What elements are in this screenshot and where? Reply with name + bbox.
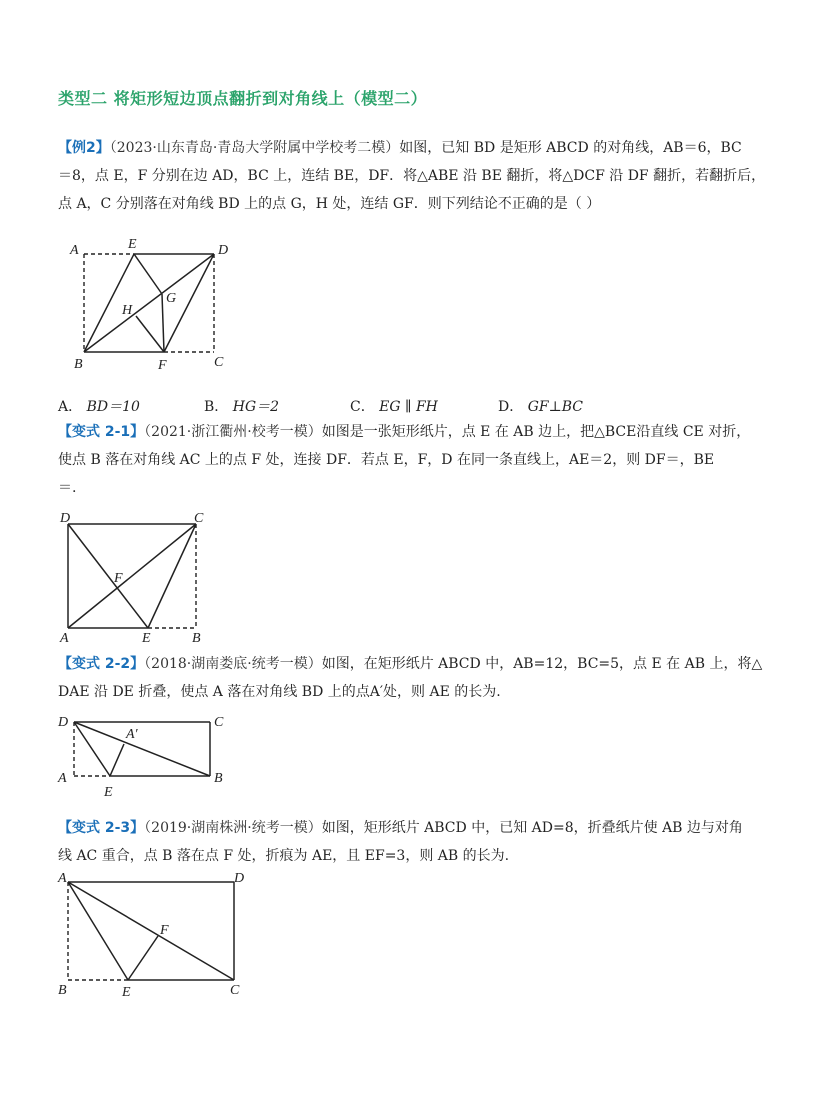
option-c-text: EG ∥ FH bbox=[379, 399, 438, 415]
v22-label-A: A bbox=[58, 771, 67, 786]
v22-label-C: C bbox=[214, 715, 224, 730]
option-d[interactable] bbox=[498, 396, 583, 416]
variant23-line1-text: 如图，矩形纸片 ABCD 中，已知 AD=8，折叠纸片使 AB 边与对角 bbox=[321, 820, 743, 836]
ex2-label-A: A bbox=[70, 243, 79, 258]
v21-diagonal-AC bbox=[68, 524, 196, 628]
ex2-label-F: F bbox=[158, 358, 167, 373]
variant22-figure bbox=[54, 710, 244, 802]
example2-line1 bbox=[58, 134, 770, 162]
option-a[interactable] bbox=[58, 396, 140, 416]
example2-line3: 点 A，C 分别落在对角线 BD 上的点 G，H 处，连结 GF．则下列结论不正确的是（ ） bbox=[58, 196, 601, 212]
v23-label-F: F bbox=[160, 923, 169, 938]
option-c-label: C． bbox=[350, 399, 375, 415]
v21-label-B: B bbox=[192, 631, 201, 646]
v23-label-A: A bbox=[58, 871, 67, 886]
option-c[interactable] bbox=[350, 396, 438, 416]
ex2-seg-GF bbox=[162, 294, 164, 352]
variant22-source: （2018·湖南娄底·统考一模） bbox=[144, 656, 322, 672]
v22-label-D: D bbox=[58, 715, 69, 730]
v21-label-E: E bbox=[142, 631, 151, 646]
v21-label-F: F bbox=[114, 571, 123, 586]
example2-text bbox=[58, 134, 770, 218]
variant23-text bbox=[58, 814, 770, 870]
variant21-text bbox=[58, 418, 770, 502]
v22-diagonal-DB bbox=[74, 722, 210, 776]
variant21-tag: 【变式 2-1】 bbox=[58, 424, 145, 440]
option-a-text: BD＝10 bbox=[86, 399, 140, 415]
option-b-text: HG＝2 bbox=[232, 399, 280, 415]
variant23-line2: 线 AC 重合，点 B 落在点 F 处，折痕为 AE，且 EF=3，则 AB 的长为. bbox=[58, 848, 510, 864]
v21-crease-CE bbox=[148, 524, 196, 628]
section-title: 类型二 将矩形短边顶点翻折到对角线上（模型二） bbox=[58, 89, 428, 108]
v21-line-DE bbox=[68, 524, 148, 628]
v23-label-D: D bbox=[234, 871, 245, 886]
v21-label-C: C bbox=[194, 511, 204, 526]
v22-label-A-prime: A′ bbox=[126, 727, 138, 742]
v22-crease-DE bbox=[74, 722, 110, 776]
ex2-label-B: B bbox=[74, 357, 83, 372]
option-b[interactable] bbox=[204, 396, 279, 416]
ex2-seg-EG bbox=[134, 254, 162, 294]
v23-crease-AE bbox=[68, 882, 128, 980]
v23-label-B: B bbox=[58, 983, 67, 998]
ex2-label-G: G bbox=[166, 291, 177, 306]
example2-line2: ＝8，点 E，F 分别在边 AD，BC 上，连结 BE，DF．将△ABE 沿 BE 翻折，将△DCF 沿 DF 翻折，若翻折后， bbox=[58, 168, 766, 184]
option-d-label: D． bbox=[498, 399, 524, 415]
option-a-label: A． bbox=[58, 399, 83, 415]
ex2-label-D: D bbox=[218, 243, 229, 258]
v23-label-C: C bbox=[230, 983, 240, 998]
example2-line1-text: 如图，已知 BD 是矩形 ABCD 的对角线，AB＝6，BC bbox=[399, 140, 742, 156]
variant22-line1-text: 如图，在矩形纸片 ABCD 中，AB=12，BC=5，点 E 在 AB 上，将△ bbox=[321, 656, 763, 672]
variant22-line2: DAE 沿 DE 折叠，使点 A 落在对角线 BD 上的点A′处，则 AE 的长为. bbox=[58, 684, 501, 700]
variant21-source: （2021·浙江衢州·校考一模） bbox=[144, 424, 322, 440]
variant21-line1 bbox=[58, 418, 770, 446]
v22-label-E: E bbox=[104, 785, 113, 800]
variant23-source: （2019·湖南株洲·统考一模） bbox=[144, 820, 322, 836]
variant21-figure bbox=[56, 506, 216, 648]
ex2-seg-HF bbox=[136, 316, 164, 352]
variant23-figure bbox=[54, 868, 254, 1002]
variant22-tag: 【变式 2-2】 bbox=[58, 656, 145, 672]
variant21-line2: 使点 B 落在对角线 AC 上的点 F 处，连接 DF．若点 E，F，D 在同一条直线上，AE＝2，则 DF＝，BE bbox=[58, 452, 715, 468]
ex2-label-C: C bbox=[214, 355, 224, 370]
ex2-label-H: H bbox=[122, 303, 133, 318]
example2-source: （2023·山东青岛·青岛大学附属中学校考二模） bbox=[109, 140, 400, 156]
v23-label-E: E bbox=[122, 985, 131, 1000]
example2-figure bbox=[60, 232, 240, 374]
variant21-line1-text: 如图是一张矩形纸片，点 E 在 AB 边上，把△BCE沿直线 CE 对折， bbox=[321, 424, 751, 440]
v23-diagonal-AC bbox=[68, 882, 234, 980]
variant22-line1 bbox=[58, 650, 770, 678]
v23-seg-EF bbox=[128, 936, 158, 980]
variant23-line1 bbox=[58, 814, 770, 842]
variant22-text bbox=[58, 650, 770, 706]
ex2-label-E: E bbox=[128, 237, 137, 252]
v22-label-B: B bbox=[214, 771, 223, 786]
ex2-diagonal-BD bbox=[84, 254, 214, 352]
variant21-line3: ＝. bbox=[58, 480, 77, 496]
variant23-tag: 【变式 2-3】 bbox=[58, 820, 145, 836]
v21-label-D: D bbox=[60, 511, 71, 526]
option-d-text: GF⊥BC bbox=[527, 399, 584, 415]
v22-seg-EA-prime bbox=[110, 744, 124, 776]
option-b-label: B． bbox=[204, 399, 229, 415]
v21-label-A: A bbox=[60, 631, 69, 646]
example2-tag: 【例2】 bbox=[58, 140, 110, 156]
